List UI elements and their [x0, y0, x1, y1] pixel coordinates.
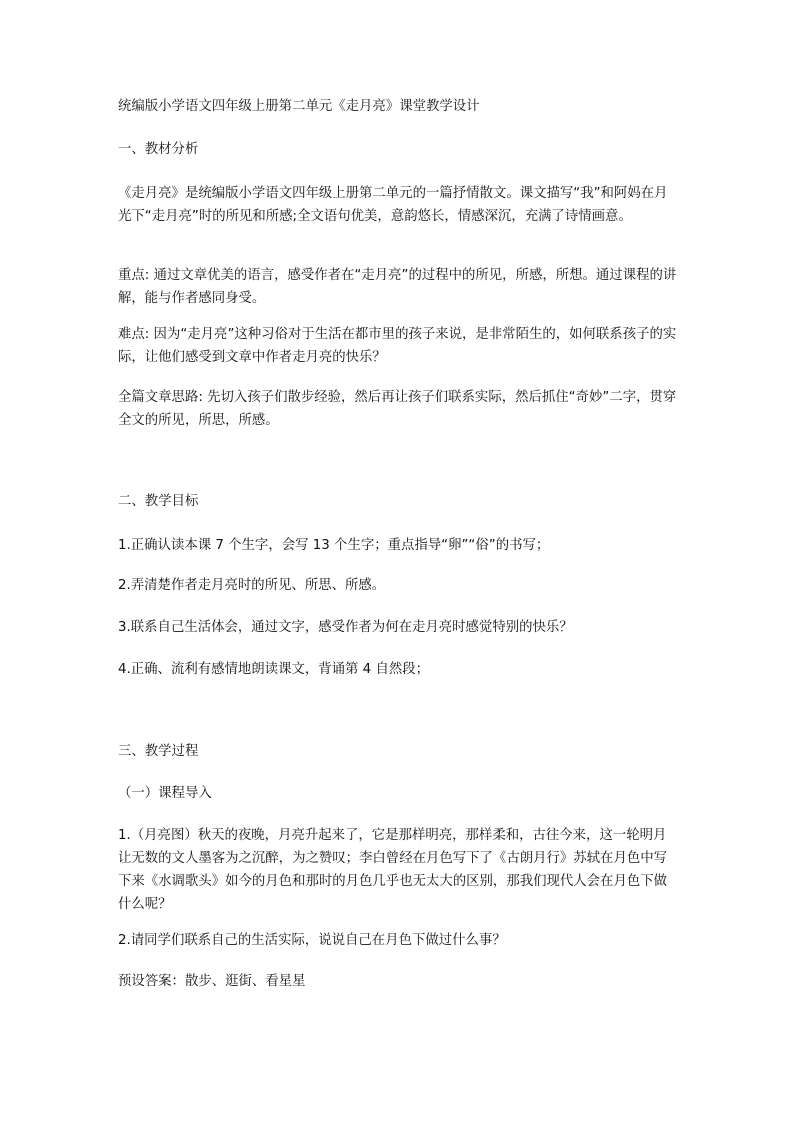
section1-heading: 一、教材分析 [118, 142, 199, 157]
goal-item-1: 1.正确认读本课 7 个生字，会写 13 个生字；重点指导“卵”“俗”的书写； [118, 538, 550, 553]
goal-item-3: 3.联系自己生活体会，通过文字，感受作者为何在走月亮时感觉特别的快乐？ [118, 620, 573, 635]
section3-heading: 三、教学过程 [118, 744, 199, 759]
section2-heading: 二、教学目标 [118, 494, 199, 509]
preset-answer: 预设答案：散步、逛街、看星星 [118, 974, 306, 989]
goal-item-4: 4.正确、流利有感情地朗读课文，背诵第 4 自然段； [118, 662, 430, 677]
process-step-1: 1.（月亮图）秋天的夜晚，月亮升起来了，它是那样明亮，那样柔和，古往今来，这一轮明月让无数的文人墨客为之沉醉，为之赞叹；李白曾经在月色写下了《古朗月行》苏轼在月色中写下来《水调歌头》如今的月色和那时的月色几乎也无太大的区别，那我们现代人会在月色下做什么呢？ [118, 828, 668, 912]
process-step-2: 2.请同学们联系自己的生活实际，说说自己在月色下做过什么事？ [118, 933, 506, 948]
section3-subheading: （一）课程导入 [118, 786, 212, 801]
section1-intro: 《走月亮》是统编版小学语文四年级上册第二单元的一篇抒情散文。课文描写“我”和阿妈在月光下“走月亮”时的所见和所感;全文语句优美，意韵悠长，情感深沉，充满了诗情画意。 [118, 186, 668, 224]
goal-item-2: 2.弄清楚作者走月亮时的所见、所思、所感。 [118, 578, 386, 593]
section1-difficulties: 难点: 因为“走月亮”这种习俗对于生活在都市里的孩子来说，是非常陌生的，如何联系孩子的实际，让他们感受到文章中作者走月亮的快乐？ [118, 327, 677, 365]
section1-approach: 全篇文章思路: 先切入孩子们散步经验，然后再让孩子们联系实际，然后抓住“奇妙”二字，贯穿全文的所见，所思，所感。 [118, 390, 677, 428]
document-title: 统编版小学语文四年级上册第二单元《走月亮》课堂教学设计 [118, 99, 480, 114]
section1-key-points: 重点: 通过文章优美的语言，感受作者在“走月亮”的过程中的所见，所感，所想。通过课程的讲解，能与作者感同身受。 [118, 268, 677, 306]
